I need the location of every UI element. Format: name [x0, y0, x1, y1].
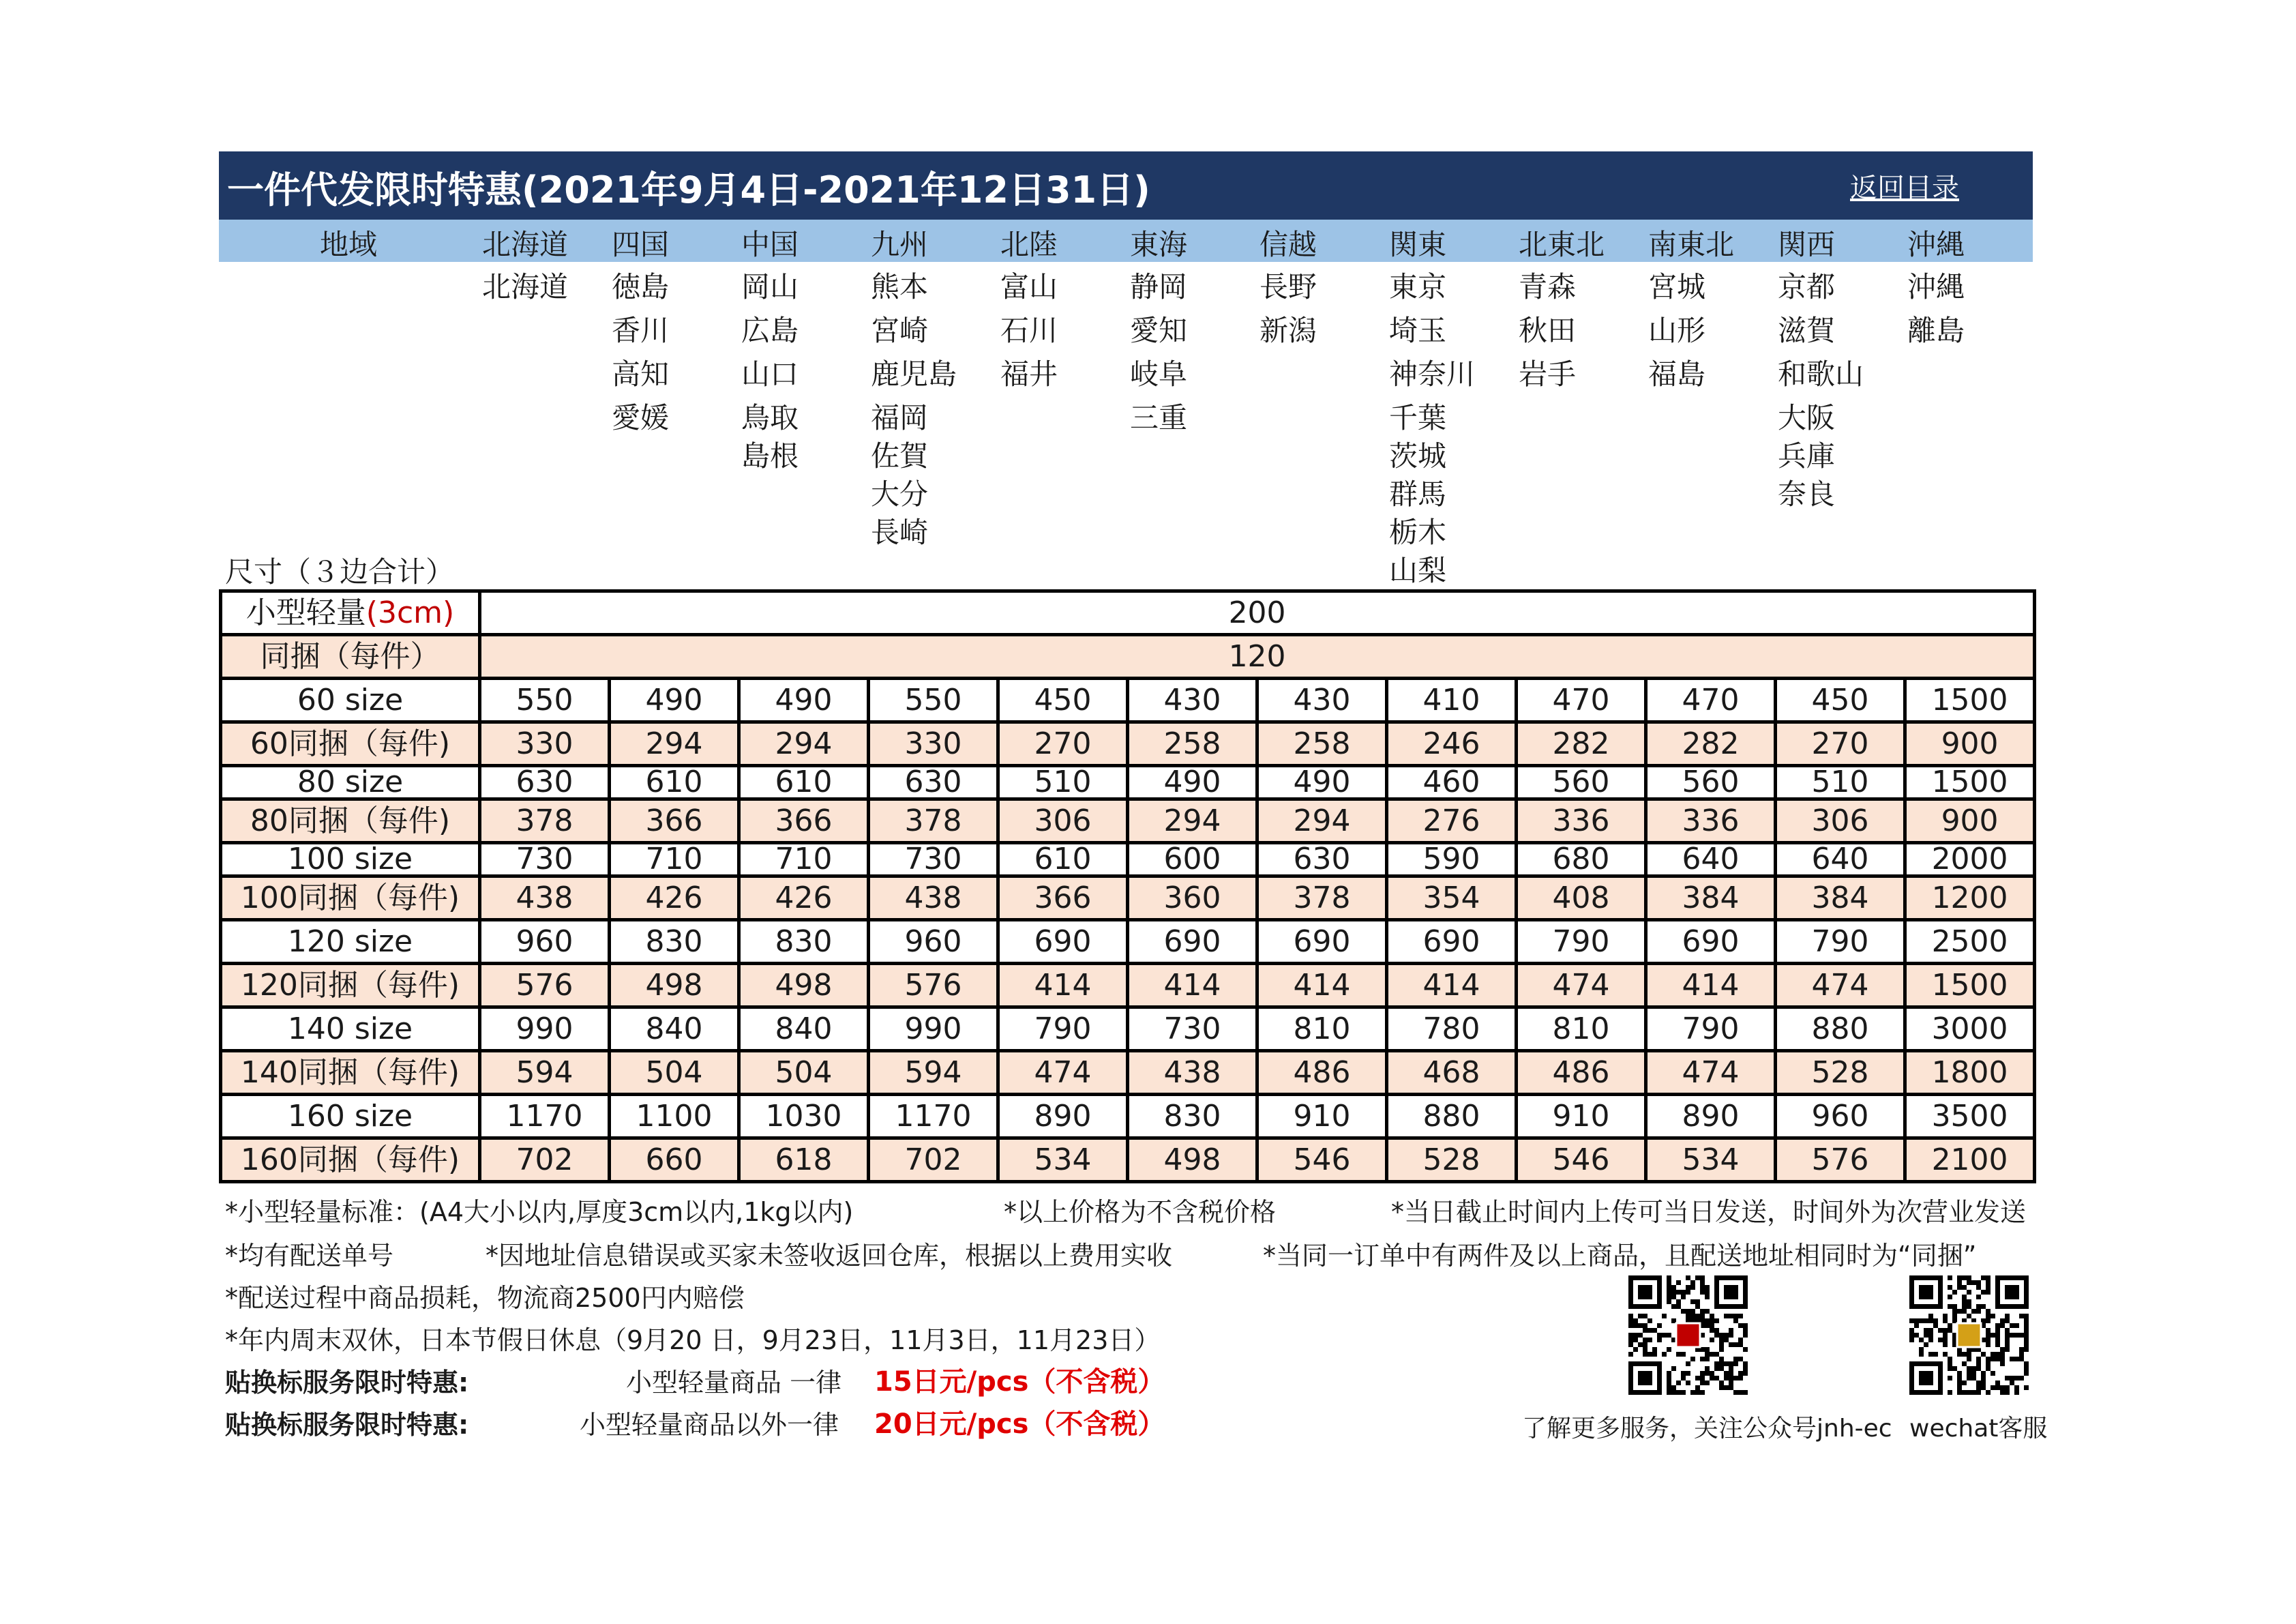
- price-cell: 490: [739, 679, 869, 722]
- qr-caption-wechat-service: wechat客服: [1909, 1415, 2048, 1443]
- price-cell: 960: [480, 920, 610, 964]
- price-cell: 546: [1257, 1138, 1387, 1182]
- price-cell: 306: [1776, 799, 1905, 843]
- note-tracking-number: *均有配送单号: [225, 1241, 394, 1271]
- row-label: 160同捆（每件): [221, 1138, 480, 1182]
- table-row: [221, 876, 2035, 920]
- price-cell: 2100: [1905, 1138, 2035, 1182]
- region-header-3: 中国: [741, 228, 799, 261]
- price-cell: 790: [1646, 1007, 1776, 1051]
- price-cell: 790: [1776, 920, 1905, 964]
- price-cell: 306: [998, 799, 1128, 843]
- table-row: [221, 964, 2035, 1007]
- price-cell: 330: [480, 722, 610, 766]
- prefecture-item: 東京: [1389, 270, 1447, 304]
- prefecture-item: 沖縄: [1907, 270, 1965, 304]
- prefecture-item: 三重: [1130, 401, 1188, 434]
- price-cell: 990: [480, 1007, 610, 1051]
- table-row: [221, 920, 2035, 964]
- prefecture-item: 北海道: [482, 270, 569, 304]
- price-cell: 474: [998, 1051, 1128, 1095]
- prefecture-item: 秋田: [1519, 314, 1577, 347]
- prefecture-item: 広島: [741, 314, 799, 347]
- price-cell: 486: [1257, 1051, 1387, 1095]
- prefecture-item: 宮城: [1648, 270, 1706, 304]
- prefecture-item: 埼玉: [1389, 314, 1447, 347]
- price-cell: 360: [1128, 876, 1257, 920]
- table-row: [221, 766, 2035, 799]
- price-cell: 710: [739, 843, 869, 876]
- prefecture-item: 香川: [612, 314, 670, 347]
- prefecture-item: 神奈川: [1389, 357, 1476, 391]
- price-cell: 690: [1646, 920, 1776, 964]
- price-cell: 486: [1517, 1051, 1646, 1095]
- price-cell: 610: [739, 766, 869, 799]
- region-header-12: 沖縄: [1907, 228, 1965, 261]
- price-cell: 610: [610, 766, 739, 799]
- price-cell: 490: [1257, 766, 1387, 799]
- price-cell: 504: [610, 1051, 739, 1095]
- service-label-1: 贴换标服务限时特惠:: [225, 1368, 469, 1398]
- small-light-price: 200: [480, 591, 2035, 635]
- price-cell: 534: [1646, 1138, 1776, 1182]
- price-cell: 330: [869, 722, 998, 766]
- table-row: [221, 1051, 2035, 1095]
- price-cell: 710: [610, 843, 739, 876]
- price-cell: 690: [998, 920, 1128, 964]
- prefecture-item: 長野: [1259, 270, 1317, 304]
- price-cell: 528: [1387, 1138, 1517, 1182]
- price-cell: 550: [480, 679, 610, 722]
- prefecture-item: 佐賀: [871, 439, 929, 473]
- note-same-day-shipping: *当日截止时间内上传可当日发送，时间外为次营业发送: [1391, 1197, 2027, 1227]
- note-holidays: *年内周末双休，日本节假日休息（9月20 日，9月23日，11月3日，11月23日）: [225, 1325, 1161, 1355]
- price-cell: 880: [1387, 1095, 1517, 1138]
- price-cell: 690: [1128, 920, 1257, 964]
- price-cell: 510: [998, 766, 1128, 799]
- service-price-2: 20日元/pcs（不含税）: [874, 1408, 1165, 1440]
- price-cell: 426: [739, 876, 869, 920]
- prefecture-item: 岩手: [1519, 357, 1577, 391]
- table-row: [221, 843, 2035, 876]
- table-row: [221, 1138, 2035, 1182]
- price-cell: 336: [1517, 799, 1646, 843]
- row-label-small-light: 小型轻量(3cm): [221, 591, 480, 635]
- price-cell: 490: [1128, 766, 1257, 799]
- price-cell: 2500: [1905, 920, 2035, 964]
- price-cell: 910: [1257, 1095, 1387, 1138]
- region-header-4: 九州: [871, 228, 929, 261]
- price-cell: 282: [1646, 722, 1776, 766]
- price-cell: 900: [1905, 799, 2035, 843]
- prefecture-item: 鳥取: [741, 401, 799, 434]
- table-row: [221, 1095, 2035, 1138]
- price-cell: 378: [1257, 876, 1387, 920]
- table-row-small-light: [221, 591, 2035, 635]
- price-cell: 474: [1517, 964, 1646, 1007]
- price-cell: 630: [869, 766, 998, 799]
- price-cell: 294: [1128, 799, 1257, 843]
- row-label: 100 size: [221, 843, 480, 876]
- price-cell: 468: [1387, 1051, 1517, 1095]
- price-cell: 366: [739, 799, 869, 843]
- price-cell: 510: [1776, 766, 1905, 799]
- prefecture-item: 滋賀: [1778, 314, 1836, 347]
- price-cell: 2000: [1905, 843, 2035, 876]
- price-cell: 3500: [1905, 1095, 2035, 1138]
- prefecture-item: 茨城: [1389, 439, 1447, 473]
- prefecture-item: 熊本: [871, 270, 929, 304]
- price-cell: 1100: [610, 1095, 739, 1138]
- price-cell: 890: [1646, 1095, 1776, 1138]
- price-cell: 618: [739, 1138, 869, 1182]
- price-cell: 1030: [739, 1095, 869, 1138]
- price-cell: 594: [869, 1051, 998, 1095]
- qr-code-wechat-service: [1906, 1272, 2032, 1398]
- prefecture-item: 愛媛: [612, 401, 670, 434]
- price-cell: 730: [869, 843, 998, 876]
- price-cell: 840: [739, 1007, 869, 1051]
- price-cell: 498: [610, 964, 739, 1007]
- price-cell: 336: [1646, 799, 1776, 843]
- price-cell: 1500: [1905, 766, 2035, 799]
- row-label: 120 size: [221, 920, 480, 964]
- note-damage-compensation: *配送过程中商品损耗，物流商2500円内赔偿: [225, 1283, 745, 1313]
- price-cell: 504: [739, 1051, 869, 1095]
- price-cell: 534: [998, 1138, 1128, 1182]
- price-cell: 730: [1128, 1007, 1257, 1051]
- price-cell: 354: [1387, 876, 1517, 920]
- price-cell: 474: [1776, 964, 1905, 1007]
- prefecture-item: 山梨: [1389, 554, 1447, 587]
- price-cell: 490: [610, 679, 739, 722]
- row-label: 120同捆（每件): [221, 964, 480, 1007]
- back-to-index-link[interactable]: 返回目录: [1850, 173, 1959, 204]
- price-cell: 410: [1387, 679, 1517, 722]
- price-cell: 702: [480, 1138, 610, 1182]
- price-cell: 470: [1517, 679, 1646, 722]
- qr-caption-official-account: 了解更多服务，关注公众号jnh-ec: [1522, 1415, 1892, 1443]
- price-cell: 630: [1257, 843, 1387, 876]
- service-desc-2: 小型轻量商品以外一律: [580, 1410, 839, 1440]
- price-cell: 810: [1257, 1007, 1387, 1051]
- price-cell: 270: [998, 722, 1128, 766]
- prefecture-item: 奈良: [1778, 477, 1836, 511]
- prefecture-item: 新潟: [1259, 314, 1317, 347]
- price-cell: 408: [1517, 876, 1646, 920]
- prefecture-item: 青森: [1519, 270, 1577, 304]
- price-cell: 1500: [1905, 679, 2035, 722]
- qr-code-official-account: [1625, 1272, 1751, 1398]
- price-cell: 560: [1646, 766, 1776, 799]
- service-price-1: 15日元/pcs（不含税）: [874, 1366, 1165, 1398]
- row-label: 80 size: [221, 766, 480, 799]
- price-cell: 560: [1517, 766, 1646, 799]
- price-cell: 450: [998, 679, 1128, 722]
- price-cell: 960: [869, 920, 998, 964]
- price-cell: 450: [1776, 679, 1905, 722]
- price-cell: 270: [1776, 722, 1905, 766]
- price-cell: 840: [610, 1007, 739, 1051]
- price-cell: 600: [1128, 843, 1257, 876]
- price-cell: 590: [1387, 843, 1517, 876]
- region-label: 地域: [320, 228, 378, 261]
- price-cell: 378: [480, 799, 610, 843]
- prefecture-item: 徳島: [612, 270, 670, 304]
- row-label: 80同捆（每件): [221, 799, 480, 843]
- price-cell: 960: [1776, 1095, 1905, 1138]
- row-label: 140 size: [221, 1007, 480, 1051]
- price-cell: 1500: [1905, 964, 2035, 1007]
- price-cell: 366: [610, 799, 739, 843]
- price-table: [219, 589, 2036, 1183]
- prefecture-item: 岐阜: [1130, 357, 1188, 391]
- price-cell: 730: [480, 843, 610, 876]
- row-label-bundle: 同捆（每件）: [221, 635, 480, 679]
- region-header-1: 北海道: [482, 228, 569, 261]
- price-cell: 690: [1257, 920, 1387, 964]
- price-cell: 780: [1387, 1007, 1517, 1051]
- note-small-light-standard: *小型轻量标准：(A4大小以内,厚度3cm以内,1kg以内): [225, 1197, 854, 1227]
- price-cell: 430: [1128, 679, 1257, 722]
- prefecture-item: 栃木: [1389, 516, 1447, 549]
- row-label: 140同捆（每件): [221, 1051, 480, 1095]
- prefecture-item: 山形: [1648, 314, 1706, 347]
- price-cell: 426: [610, 876, 739, 920]
- note-bundle-definition: *当同一订单中有两件及以上商品，且配送地址相同时为“同捆”: [1263, 1241, 1977, 1271]
- price-cell: 528: [1776, 1051, 1905, 1095]
- price-cell: 414: [1646, 964, 1776, 1007]
- price-cell: 384: [1776, 876, 1905, 920]
- price-cell: 640: [1646, 843, 1776, 876]
- price-cell: 610: [998, 843, 1128, 876]
- table-row: [221, 679, 2035, 722]
- price-cell: 470: [1646, 679, 1776, 722]
- prefecture-item: 大分: [871, 477, 929, 511]
- price-cell: 576: [869, 964, 998, 1007]
- price-cell: 880: [1776, 1007, 1905, 1051]
- price-cell: 258: [1128, 722, 1257, 766]
- price-cell: 790: [1517, 920, 1646, 964]
- title-bar: [219, 151, 2033, 220]
- price-cell: 366: [998, 876, 1128, 920]
- region-header-5: 北陸: [1000, 228, 1058, 261]
- price-cell: 1170: [869, 1095, 998, 1138]
- price-cell: 576: [1776, 1138, 1905, 1182]
- price-cell: 680: [1517, 843, 1646, 876]
- price-cell: 460: [1387, 766, 1517, 799]
- prefecture-item: 高知: [612, 357, 670, 391]
- price-cell: 910: [1517, 1095, 1646, 1138]
- prefecture-item: 石川: [1000, 314, 1058, 347]
- price-cell: 414: [1387, 964, 1517, 1007]
- price-cell: 830: [1128, 1095, 1257, 1138]
- price-cell: 294: [1257, 799, 1387, 843]
- price-cell: 640: [1776, 843, 1905, 876]
- prefecture-item: 宮崎: [871, 314, 929, 347]
- region-header-11: 関西: [1778, 228, 1836, 261]
- price-cell: 660: [610, 1138, 739, 1182]
- price-cell: 438: [480, 876, 610, 920]
- size-label: 尺寸（３边合计）: [225, 555, 455, 589]
- service-label-2: 贴换标服务限时特惠:: [225, 1410, 469, 1440]
- prefecture-item: 大阪: [1778, 401, 1836, 434]
- price-cell: 900: [1905, 722, 2035, 766]
- region-header-6: 東海: [1130, 228, 1188, 261]
- prefecture-item: 京都: [1778, 270, 1836, 304]
- prefecture-item: 島根: [741, 439, 799, 473]
- table-row: [221, 722, 2035, 766]
- prefecture-item: 岡山: [741, 270, 799, 304]
- table-row: [221, 799, 2035, 843]
- price-cell: 414: [1257, 964, 1387, 1007]
- row-label: 100同捆（每件): [221, 876, 480, 920]
- price-cell: 890: [998, 1095, 1128, 1138]
- prefecture-item: 福島: [1648, 357, 1706, 391]
- price-cell: 430: [1257, 679, 1387, 722]
- page-title: 一件代发限时特惠(2021年9月4日-2021年12日31日): [227, 168, 1150, 211]
- region-header-2: 四国: [612, 228, 670, 261]
- row-label: 60同捆（每件): [221, 722, 480, 766]
- price-cell: 498: [1128, 1138, 1257, 1182]
- price-cell: 690: [1387, 920, 1517, 964]
- region-header-7: 信越: [1259, 228, 1317, 261]
- price-cell: 594: [480, 1051, 610, 1095]
- price-cell: 438: [869, 876, 998, 920]
- service-desc-1: 小型轻量商品 一律: [626, 1368, 842, 1398]
- price-cell: 1800: [1905, 1051, 2035, 1095]
- bundle-price: 120: [480, 635, 2035, 679]
- prefecture-item: 鹿児島: [871, 357, 957, 391]
- price-cell: 246: [1387, 722, 1517, 766]
- price-cell: 550: [869, 679, 998, 722]
- price-cell: 1200: [1905, 876, 2035, 920]
- price-cell: 1170: [480, 1095, 610, 1138]
- prefecture-item: 兵庫: [1778, 439, 1836, 473]
- price-cell: 282: [1517, 722, 1646, 766]
- prefecture-item: 山口: [741, 357, 799, 391]
- region-header-9: 北東北: [1519, 228, 1605, 261]
- price-cell: 378: [869, 799, 998, 843]
- price-cell: 630: [480, 766, 610, 799]
- note-return-fee: *因地址信息错误或买家未签收返回仓库，根据以上费用实收: [486, 1241, 1173, 1271]
- price-cell: 790: [998, 1007, 1128, 1051]
- prefecture-item: 福岡: [871, 401, 929, 434]
- prefecture-item: 静岡: [1130, 270, 1188, 304]
- region-header-8: 関東: [1389, 228, 1447, 261]
- price-cell: 990: [869, 1007, 998, 1051]
- price-cell: 258: [1257, 722, 1387, 766]
- price-cell: 414: [998, 964, 1128, 1007]
- price-cell: 546: [1517, 1138, 1646, 1182]
- price-cell: 576: [480, 964, 610, 1007]
- price-cell: 384: [1646, 876, 1776, 920]
- price-cell: 294: [610, 722, 739, 766]
- price-cell: 498: [739, 964, 869, 1007]
- price-cell: 830: [739, 920, 869, 964]
- prefecture-item: 長崎: [871, 516, 929, 549]
- price-cell: 702: [869, 1138, 998, 1182]
- price-cell: 414: [1128, 964, 1257, 1007]
- price-cell: 810: [1517, 1007, 1646, 1051]
- table-row-bundle: [221, 635, 2035, 679]
- prefecture-item: 和歌山: [1778, 357, 1864, 391]
- prefecture-item: 福井: [1000, 357, 1058, 391]
- prefecture-item: 千葉: [1389, 401, 1447, 434]
- price-cell: 294: [739, 722, 869, 766]
- price-cell: 474: [1646, 1051, 1776, 1095]
- note-tax-excluded: *以上价格为不含税价格: [1004, 1197, 1277, 1227]
- prefecture-item: 離島: [1907, 314, 1965, 347]
- price-cell: 830: [610, 920, 739, 964]
- row-label: 60 size: [221, 679, 480, 722]
- price-cell: 438: [1128, 1051, 1257, 1095]
- region-header: [219, 220, 2033, 262]
- row-label: 160 size: [221, 1095, 480, 1138]
- region-header-10: 南東北: [1648, 228, 1735, 261]
- prefecture-item: 富山: [1000, 270, 1058, 304]
- price-cell: 276: [1387, 799, 1517, 843]
- table-row: [221, 1007, 2035, 1051]
- prefecture-item: 群馬: [1389, 477, 1447, 511]
- price-cell: 3000: [1905, 1007, 2035, 1051]
- prefecture-item: 愛知: [1130, 314, 1188, 347]
